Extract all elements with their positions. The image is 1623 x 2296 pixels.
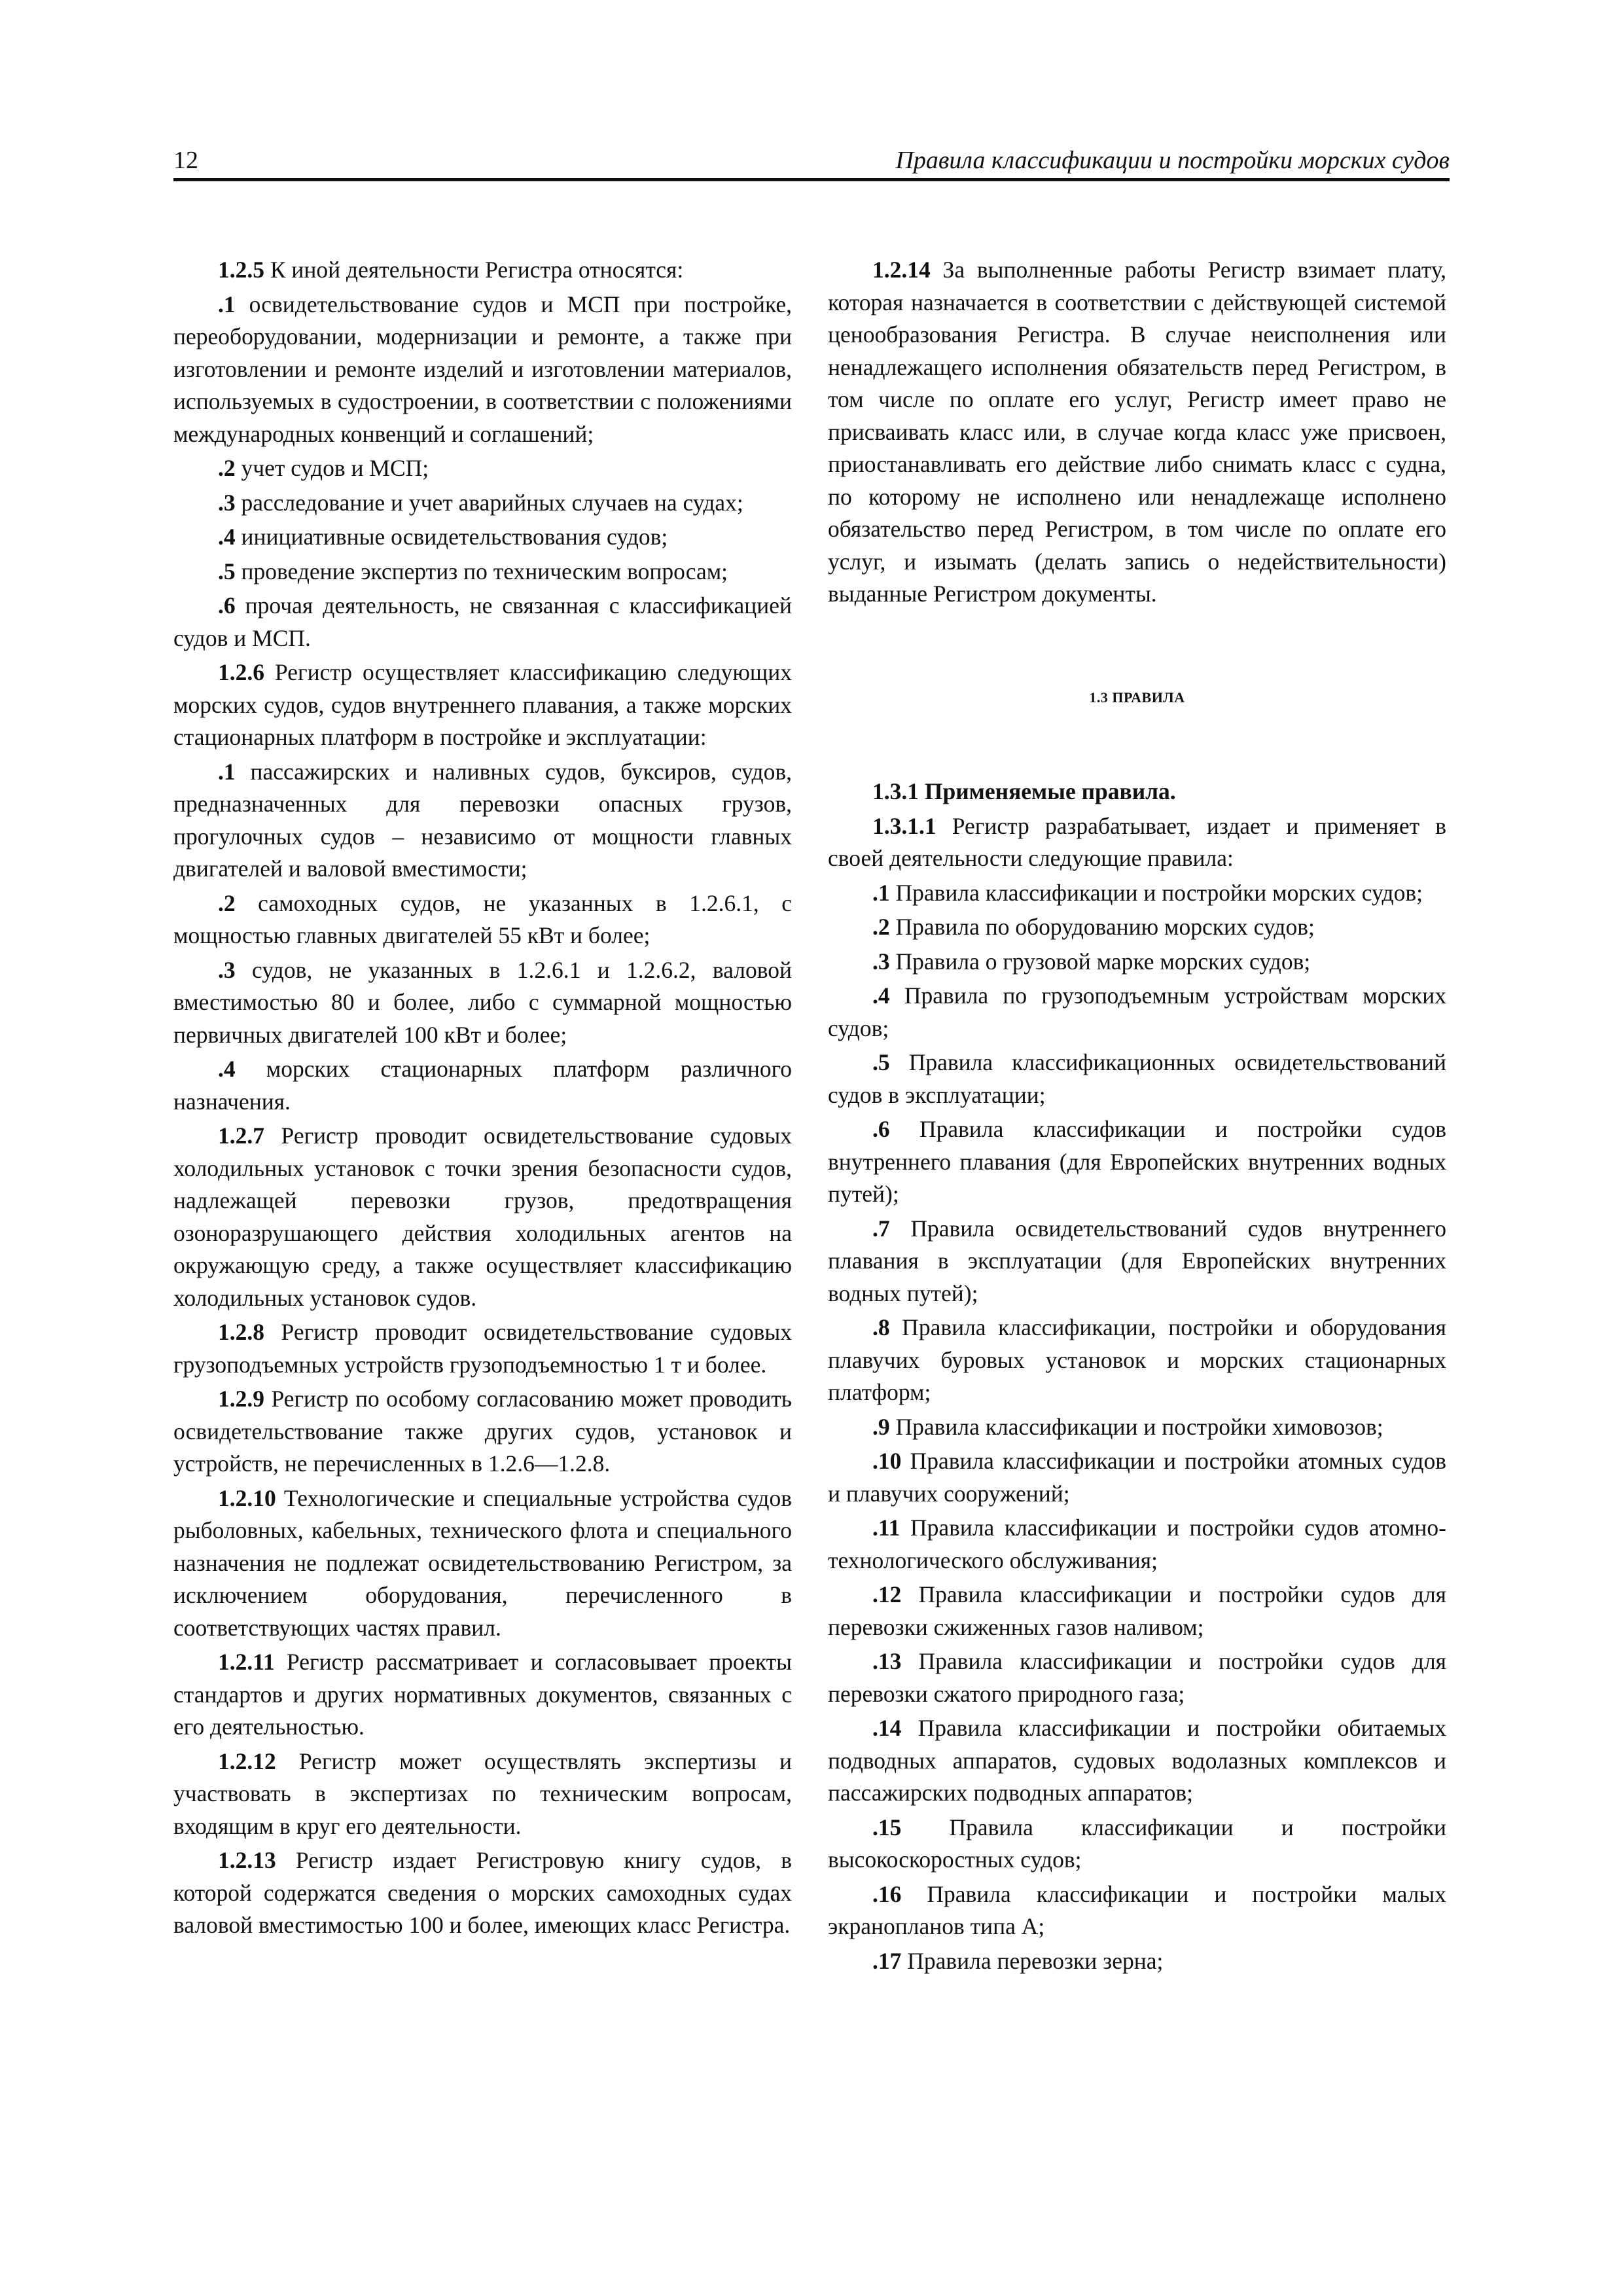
paragraph: 1.2.9 Регистр по особому согласованию может проводить освидетельствование также других судов, установок и устройств, не перечисленных в 1.2.6—1.2.8. bbox=[173, 1386, 792, 1477]
paragraph: .2 Правила по оборудованию морских судов; bbox=[872, 914, 1315, 940]
paragraph: .9 Правила классификации и постройки химовозов; bbox=[872, 1413, 1383, 1440]
paragraph: .1 освидетельствование судов и МСП при постройке, переоборудовании, модернизации и ремонте, а также при изготовлении и ремонте изделий и изготовлении материалов, используемых в судостроении, в соответствии с положениями международных конвенций и соглашений; bbox=[173, 291, 792, 447]
paragraph: .8 Правила классификации, постройки и оборудования плавучих буровых установок и морских стационарных платформ; bbox=[828, 1314, 1446, 1405]
paragraph: 1.2.11 Регистр рассматривает и согласовывает проекты стандартов и других нормативных документов, связанных с его деятельностью. bbox=[173, 1649, 792, 1740]
paragraph: .7 Правила освидетельствований судов внутреннего плавания в эксплуатации (для Европейских внутренних водных путей); bbox=[828, 1215, 1446, 1306]
paragraph: 1.2.12 Регистр может осуществлять экспертизы и участвовать в экспертизах по техническим вопросам, входящим в круг его деятельности. bbox=[173, 1748, 792, 1839]
section-title: 1.3 ПРАВИЛА bbox=[1089, 689, 1185, 706]
paragraph: .5 Правила классификационных освидетельствований судов в эксплуатации; bbox=[828, 1049, 1446, 1108]
paragraph: 1.2.8 Регистр проводит освидетельствование судовых грузоподъемных устройств грузоподъемностью 1 т и более. bbox=[173, 1319, 792, 1378]
page-number: 12 bbox=[173, 147, 198, 174]
paragraph: .10 Правила классификации и постройки атомных судов и плавучих сооружений; bbox=[828, 1448, 1446, 1507]
paragraph: .1 Правила классификации и постройки морских судов; bbox=[872, 879, 1423, 906]
paragraph: 1.2.6 Регистр осуществляет классификацию следующих морских судов, судов внутреннего плавания, а также морских стационарных платформ в постройке и эксплуатации: bbox=[173, 659, 792, 750]
paragraph: .2 самоходных судов, не указанных в 1.2.6.1, с мощностью главных двигателей 55 кВт и более; bbox=[173, 889, 792, 948]
paragraph: 1.2.13 Регистр издает Регистровую книгу судов, в которой содержатся сведения о морских самоходных судах валовой вместимостью 100 и более, имеющих класс Регистра. bbox=[173, 1847, 792, 1938]
paragraph: .4 Правила по грузоподъемным устройствам морских судов; bbox=[828, 982, 1446, 1041]
paragraph: .11 Правила классификации и постройки судов атомно-технологического обслуживания; bbox=[828, 1515, 1446, 1573]
paragraph: .12 Правила классификации и постройки судов для перевозки сжиженных газов наливом; bbox=[828, 1581, 1446, 1640]
paragraph: .4 морских стационарных платформ различного назначения. bbox=[173, 1056, 792, 1115]
paragraph: .13 Правила классификации и постройки судов для перевозки сжатого природного газа; bbox=[828, 1648, 1446, 1707]
paragraph: 1.2.7 Регистр проводит освидетельствование судовых холодильных установок с точки зрения безопасности судов, надлежащей перевозки грузов, предотвращения озоноразрушающего действия холодильных агентов на окружающую среду, а также осуществляет классификацию холодильных установок судов. bbox=[173, 1122, 792, 1311]
running-title: Правила классификации и постройки морских судов bbox=[895, 147, 1450, 174]
subsection-heading: 1.3.1 Применяемые правила. bbox=[872, 778, 1176, 804]
paragraph: 1.2.14 За выполненные работы Регистр взимает плату, которая назначается в соответствии с действующей системой ценообразования Регистра. В случае неисполнения или ненадлежащего исполнения обязательств перед Регистром, в том числе по оплате его услуг, Регистр имеет право не присваивать класс или, в случае когда класс уже присвоен, приостанавливать его действие либо снимать класс с судна, по которому не исполнено или ненадлежаще исполнено обязательство перед Регистром, в том числе по оплате его услуг, и изымать (делать запись о недействительности) выданные Регистром документы. bbox=[828, 257, 1446, 607]
paragraph: .2 учет судов и МСП; bbox=[218, 455, 429, 481]
right-column bbox=[828, 254, 1446, 1979]
paragraph: .16 Правила классификации и постройки малых экранопланов типа А; bbox=[828, 1880, 1446, 1939]
left-column bbox=[173, 254, 792, 1944]
paragraph: .15 Правила классификации и постройки высокоскоростных судов; bbox=[828, 1814, 1446, 1873]
paragraph: .5 проведение экспертиз по техническим вопросам; bbox=[218, 558, 728, 584]
paragraph: .3 судов, не указанных в 1.2.6.1 и 1.2.6.2, валовой вместимостью 80 и более, либо с суммарной мощностью первичных двигателей 100 кВт и более; bbox=[173, 956, 792, 1048]
paragraph: .17 Правила перевозки зерна; bbox=[872, 1947, 1164, 1974]
paragraph: .14 Правила классификации и постройки обитаемых подводных аппаратов, судовых водолазных комплексов и пассажирских подводных аппаратов; bbox=[828, 1715, 1446, 1806]
paragraph: .6 прочая деятельность, не связанная с классификацией судов и МСП. bbox=[173, 592, 792, 651]
paragraph: 1.2.5 К иной деятельности Регистра относятся: bbox=[218, 257, 684, 283]
paragraph: 1.2.10 Технологические и специальные устройства судов рыболовных, кабельных, технического флота и специального назначения не подлежат освидетельствованию Регистром, за исключением оборудования, перечисленного в соответствующих частях правил. bbox=[173, 1484, 792, 1641]
paragraph: .3 Правила о грузовой марке морских судов; bbox=[872, 948, 1311, 975]
paragraph: 1.3.1.1 Регистр разрабатывает, издает и применяет в своей деятельности следующие правила: bbox=[828, 812, 1446, 871]
paragraph: .4 инициативные освидетельствования судов; bbox=[218, 524, 668, 550]
paragraph: .1 пассажирских и наливных судов, буксиров, судов, предназначенных для перевозки опасных грузов, прогулочных судов – независимо от мощности главных двигателей и валовой вместимости; bbox=[173, 758, 792, 882]
paragraph: .3 расследование и учет аварийных случаев на судах; bbox=[218, 489, 743, 516]
page-header bbox=[173, 145, 1450, 181]
paragraph: .6 Правила классификации и постройки судов внутреннего плавания (для Европейских внутренних водных путей); bbox=[828, 1116, 1446, 1207]
